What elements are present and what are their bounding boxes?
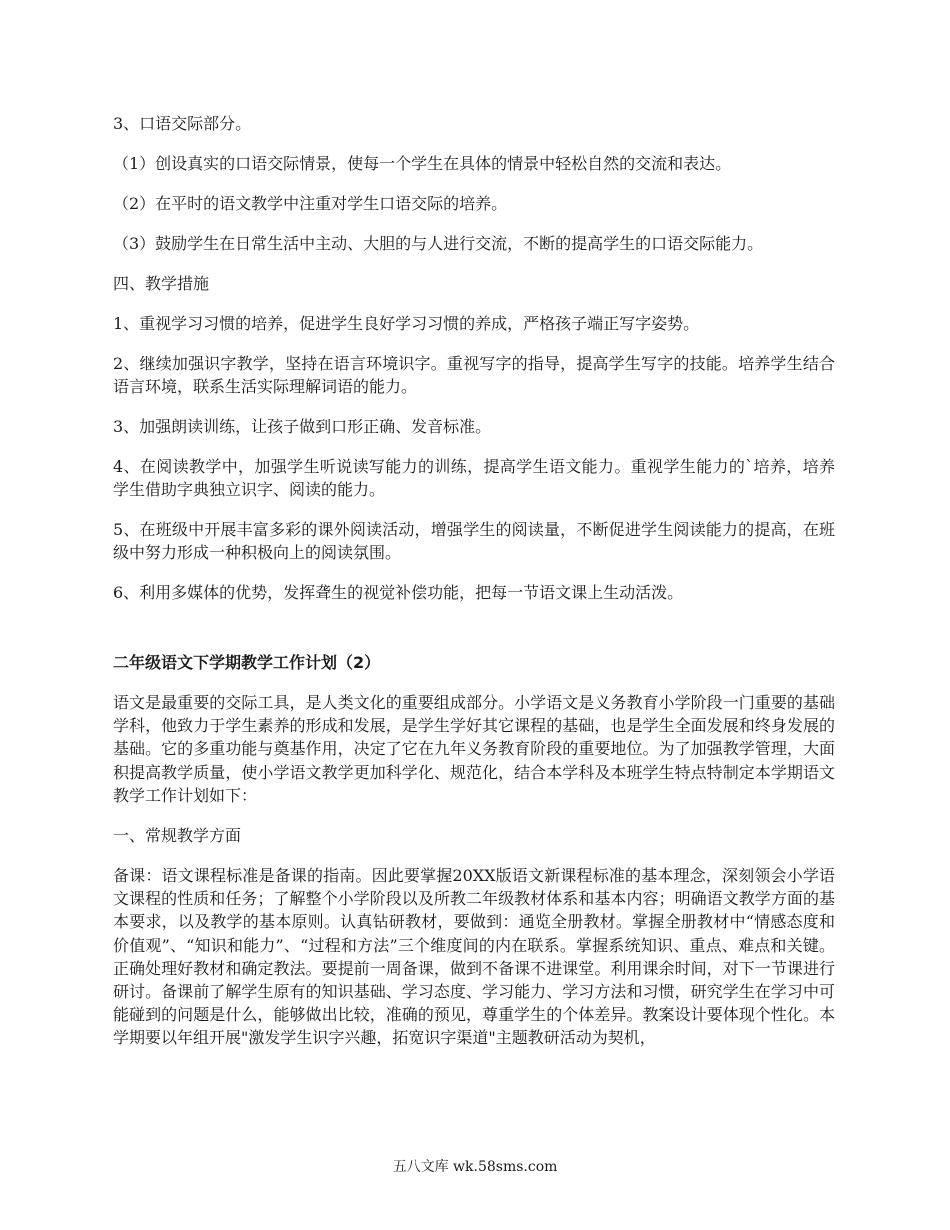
paragraph-oral-communication: 3、口语交际部分。 — [113, 114, 252, 133]
paragraph-item-2: （2）在平时的语文教学中注重对学生口语交际的培养。 — [113, 194, 508, 213]
document-body — [113, 112, 835, 1067]
paragraph-measure-4: 4、在阅读教学中，加强学生听说读写能力的训练，提高学生语文能力。重视学生能力的`培养，培养学生借助字典独立识字、阅读的能力。 — [113, 457, 835, 499]
paragraph-item-1: （1）创设真实的口语交际情景，使每一个学生在具体的情景中轻松自然的交流和表达。 — [113, 154, 732, 173]
page-footer: 五八文库 wk.58sms.com — [392, 1159, 558, 1175]
section-spacer — [113, 621, 835, 651]
paragraph-lesson-prep: 备课：语文课程标准是备课的指南。因此要掌握20XX版语文新课程标准的基本理念，深刻领会小学语文课程的性质和任务；了解整个小学阶段以及所教二年级教材体系和基本内容；明确语文教学方面的基本要求，以及教学的基本原则。认真钻研教材，要做到：通览全册教材。掌握全册教材中“情感态度和价值观”、“知识和能力”、“过程和方法”三个维度间的内在联系。掌握系统知识、重点、难点和关键。正确处理好教材和确定教法。要提前一周备课，做到不备课不进课堂。利用课余时间，对下一节课进行研讨。备课前了解学生原有的知识基础、学习态度、学习能力、学习方法和习惯，研究学生在学习中可能碰到的问题是什么，能够做出比较，准确的预见，尊重学生的个体差异。教案设计要体现个性化。本学期要以年组开展"激发学生识字兴趣，拓宽识字渠道"主题教研活动为契机， — [113, 866, 835, 1048]
heading-teaching-measures: 四、教学措施 — [113, 274, 210, 293]
heading-routine-teaching: 一、常规教学方面 — [113, 826, 242, 846]
paragraph-item-3: （3）鼓励学生在日常生活中主动、大胆的与人进行交流，不断的提高学生的口语交际能力。 — [113, 234, 764, 253]
paragraph-measure-1: 1、重视学习习惯的培养，促进学生良好学习习惯的养成，严格孩子端正写字姿势。 — [113, 314, 700, 333]
paragraph-measure-2: 2、继续加强识字教学，坚持在语言环境识字。重视写字的指导，提高学生写字的技能。培养学生结合语言环境，联系生活实际理解词语的能力。 — [113, 354, 835, 396]
section-title: 二年级语文下学期教学工作计划（2） — [113, 653, 381, 672]
paragraph-measure-3: 3、加强朗读训练，让孩子做到口形正确、发音标准。 — [113, 417, 492, 436]
paragraph-measure-5: 5、在班级中开展丰富多彩的课外阅读活动，增强学生的阅读量，不断促进学生阅读能力的提高，在班级中努力形成一种积极向上的阅读氛围。 — [113, 520, 835, 562]
paragraph-intro: 语文是最重要的交际工具，是人类文化的重要组成部分。小学语文是义务教育小学阶段一门重要的基础学科，他致力于学生素养的形成和发展，是学生学好其它课程的基础，也是学生全面发展和终身发展的基础。它的多重功能与奠基作用，决定了它在九年义务教育阶段的重要地位。为了加强教学管理，大面积提高教学质量，使小学语文教学更加科学化、规范化，结合本学科及本班学生特点特制定本学期语文教学工作计划如下： — [113, 693, 835, 805]
paragraph-measure-6: 6、利用多媒体的优势，发挥聋生的视觉补偿功能，把每一节语文课上生动活泼。 — [113, 583, 684, 602]
